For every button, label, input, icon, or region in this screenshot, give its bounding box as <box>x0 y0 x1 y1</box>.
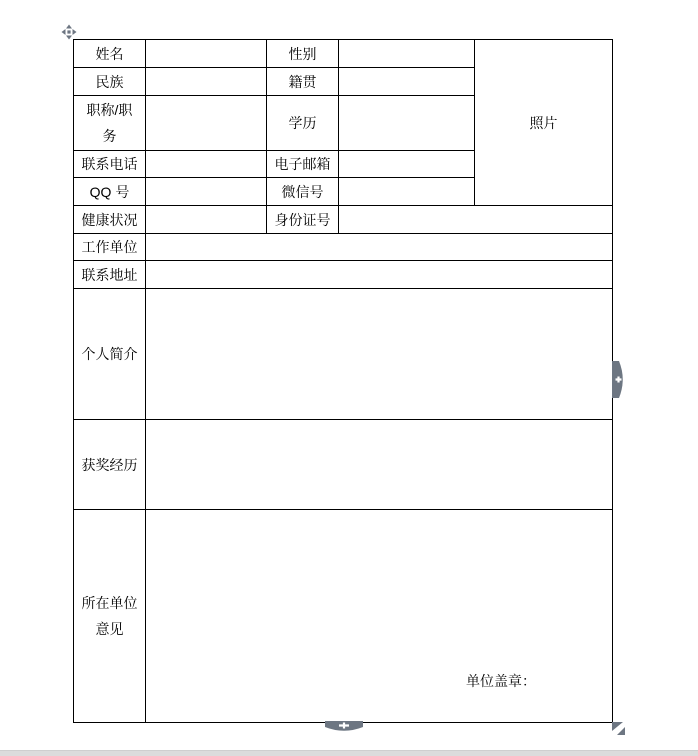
id-number-label: 身份证号 <box>267 206 339 234</box>
ethnicity-label: 民族 <box>74 68 146 96</box>
photo-cell[interactable]: 照片 <box>475 40 613 206</box>
title-position-value[interactable] <box>146 96 267 151</box>
title-position-label: 职称/职务 <box>74 96 146 151</box>
gender-label: 性别 <box>267 40 339 68</box>
email-value[interactable] <box>339 151 475 178</box>
personal-info-table <box>73 39 613 723</box>
work-unit-label: 工作单位 <box>74 234 146 261</box>
name-value[interactable] <box>146 40 267 68</box>
phone-value[interactable] <box>146 151 267 178</box>
id-number-value[interactable] <box>339 206 613 234</box>
plus-icon <box>325 721 363 734</box>
resize-diagonal-icon <box>612 722 625 735</box>
education-value[interactable] <box>339 96 475 151</box>
address-value[interactable] <box>146 261 613 289</box>
ethnicity-value[interactable] <box>146 68 267 96</box>
profile-label: 个人简介 <box>74 289 146 420</box>
awards-label: 获奖经历 <box>74 420 146 510</box>
table-move-icon <box>61 24 77 40</box>
work-unit-value[interactable] <box>146 234 613 261</box>
address-label: 联系地址 <box>74 261 146 289</box>
wechat-label: 微信号 <box>267 178 339 206</box>
insert-column-handle[interactable] <box>612 361 626 398</box>
education-label: 学历 <box>267 96 339 151</box>
wechat-value[interactable] <box>339 178 475 206</box>
name-label: 姓名 <box>74 40 146 68</box>
qq-label: QQ 号 <box>74 178 146 206</box>
native-place-label: 籍贯 <box>267 68 339 96</box>
phone-label: 联系电话 <box>74 151 146 178</box>
gender-value[interactable] <box>339 40 475 68</box>
email-label: 电子邮箱 <box>267 151 339 178</box>
unit-opinion-label: 所在单位意见 <box>74 510 146 723</box>
profile-value[interactable] <box>146 289 613 420</box>
table-resize-handle[interactable] <box>612 722 625 735</box>
insert-row-handle[interactable] <box>325 721 363 734</box>
table-move-handle[interactable] <box>61 24 77 40</box>
page-gap <box>0 750 698 756</box>
health-label: 健康状况 <box>74 206 146 234</box>
health-value[interactable] <box>146 206 267 234</box>
unit-seal-label: 单位盖章： <box>466 673 536 689</box>
awards-value[interactable] <box>146 420 613 510</box>
native-place-value[interactable] <box>339 68 475 96</box>
qq-value[interactable] <box>146 178 267 206</box>
unit-opinion-value[interactable] <box>146 510 613 723</box>
plus-icon <box>612 361 626 398</box>
